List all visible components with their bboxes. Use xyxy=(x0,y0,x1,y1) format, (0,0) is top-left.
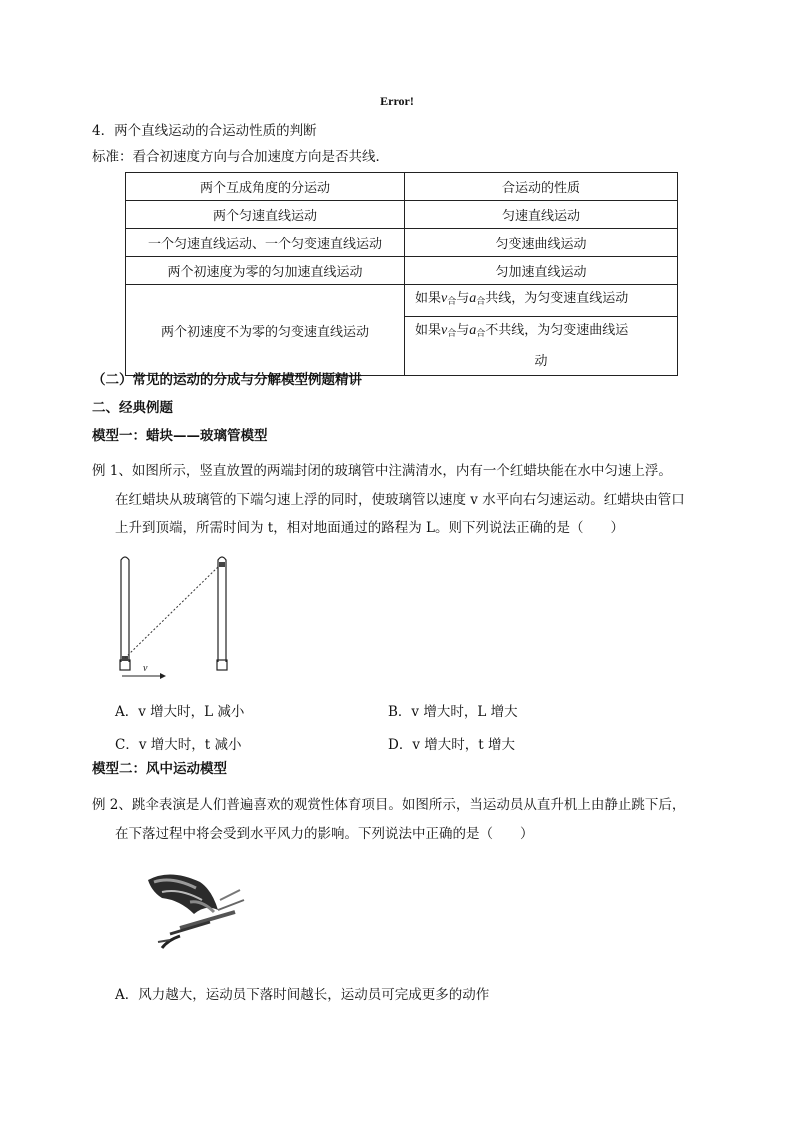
option-a-example-2[interactable]: A．风力越大，运动员下落时间越长，运动员可完成更多的动作 xyxy=(115,987,490,1003)
skydiver-body xyxy=(180,912,235,928)
part-2-title: （二）常见的运动的分成与分解模型例题精讲 xyxy=(92,372,362,388)
table-row xyxy=(126,229,678,257)
acceleration-symbol: a xyxy=(469,291,477,306)
motion-table xyxy=(125,172,678,376)
table-cell xyxy=(405,285,678,317)
table-cell: 两个匀速直线运动 xyxy=(126,201,405,229)
table-cell: 一个匀速直线运动、一个匀变速直线运动 xyxy=(126,229,405,257)
table-cell: 两个初速度不为零的匀变速直线运动 xyxy=(126,285,405,376)
table-cell: 两个初速度为零的匀加速直线运动 xyxy=(126,257,405,285)
parachute-figure xyxy=(140,870,250,955)
table-row xyxy=(126,285,678,317)
velocity-symbol: v xyxy=(441,291,448,306)
table-row xyxy=(126,201,678,229)
example-1-line-3: 上升到顶端，所需时间为 t，相对地面通过的路程为 L。则下列说法正确的是（ ） xyxy=(115,520,624,536)
cell-text: 共线，为匀变速直线运动 xyxy=(485,291,629,306)
section-4-title: 4．两个直线运动的合运动性质的判断 xyxy=(92,123,317,139)
table-header-cell: 合运动的性质 xyxy=(405,173,678,201)
table-header-cell: 两个互成角度的分运动 xyxy=(126,173,405,201)
classic-examples-heading: 二、经典例题 xyxy=(92,400,173,416)
cell-text: 与 xyxy=(456,291,470,306)
table-cell: 匀加速直线运动 xyxy=(405,257,678,285)
velocity-label: v xyxy=(143,663,148,674)
cell-text: 不共线，为匀变速曲线运 xyxy=(485,323,629,338)
cell-text: 动 xyxy=(534,354,548,369)
example-1-line-2: 在红蜡块从玻璃管的下端匀速上浮的同时，使玻璃管以速度 v 水平向右匀速运动。红蜡块由管口 xyxy=(115,492,685,508)
right-tube xyxy=(217,557,227,670)
table-row xyxy=(126,257,678,285)
cell-text: 如果 xyxy=(415,323,442,338)
example-2-line-1: 例 2、跳伞表演是人们普遍喜欢的观赏性体育项目。如图所示，当运动员从直升机上由静止跳下后， xyxy=(92,797,686,813)
model-1-title: 模型一：蜡块——玻璃管模型 xyxy=(92,428,268,444)
cell-text: 与 xyxy=(456,323,470,338)
table-cell: 匀速直线运动 xyxy=(405,201,678,229)
subscript: 合 xyxy=(447,297,457,307)
arrow-head-icon xyxy=(160,673,166,679)
subscript: 合 xyxy=(476,329,486,339)
table-cell xyxy=(405,317,678,376)
acceleration-symbol: a xyxy=(469,323,477,338)
example-2-line-2: 在下落过程中将会受到水平风力的影响。下列说法中正确的是（ ） xyxy=(115,826,534,842)
example-1-line-1: 例 1、如图所示，竖直放置的两端封闭的玻璃管中注满清水，内有一个红蜡块能在水中匀速上浮。 xyxy=(92,463,672,479)
option-d[interactable]: D．v 增大时，t 增大 xyxy=(388,737,515,753)
option-a[interactable]: A．v 增大时，L 减小 xyxy=(115,704,245,720)
glass-tube-figure xyxy=(110,552,240,682)
option-b[interactable]: B．v 增大时，L 增大 xyxy=(388,704,518,720)
option-c[interactable]: C．v 增大时，t 减小 xyxy=(115,737,242,753)
table-cell: 匀变速曲线运动 xyxy=(405,229,678,257)
cell-text: 如果 xyxy=(415,291,442,306)
error-heading: Error! xyxy=(380,94,414,108)
model-2-title: 模型二：风中运动模型 xyxy=(92,761,227,777)
velocity-symbol: v xyxy=(441,323,448,338)
section-4-standard: 标准：看合初速度方向与合加速度方向是否共线． xyxy=(92,149,389,165)
subscript: 合 xyxy=(476,297,486,307)
subscript: 合 xyxy=(447,329,457,339)
trajectory-line xyxy=(125,565,220,658)
table-header-row xyxy=(126,173,678,201)
left-tube xyxy=(120,557,130,670)
